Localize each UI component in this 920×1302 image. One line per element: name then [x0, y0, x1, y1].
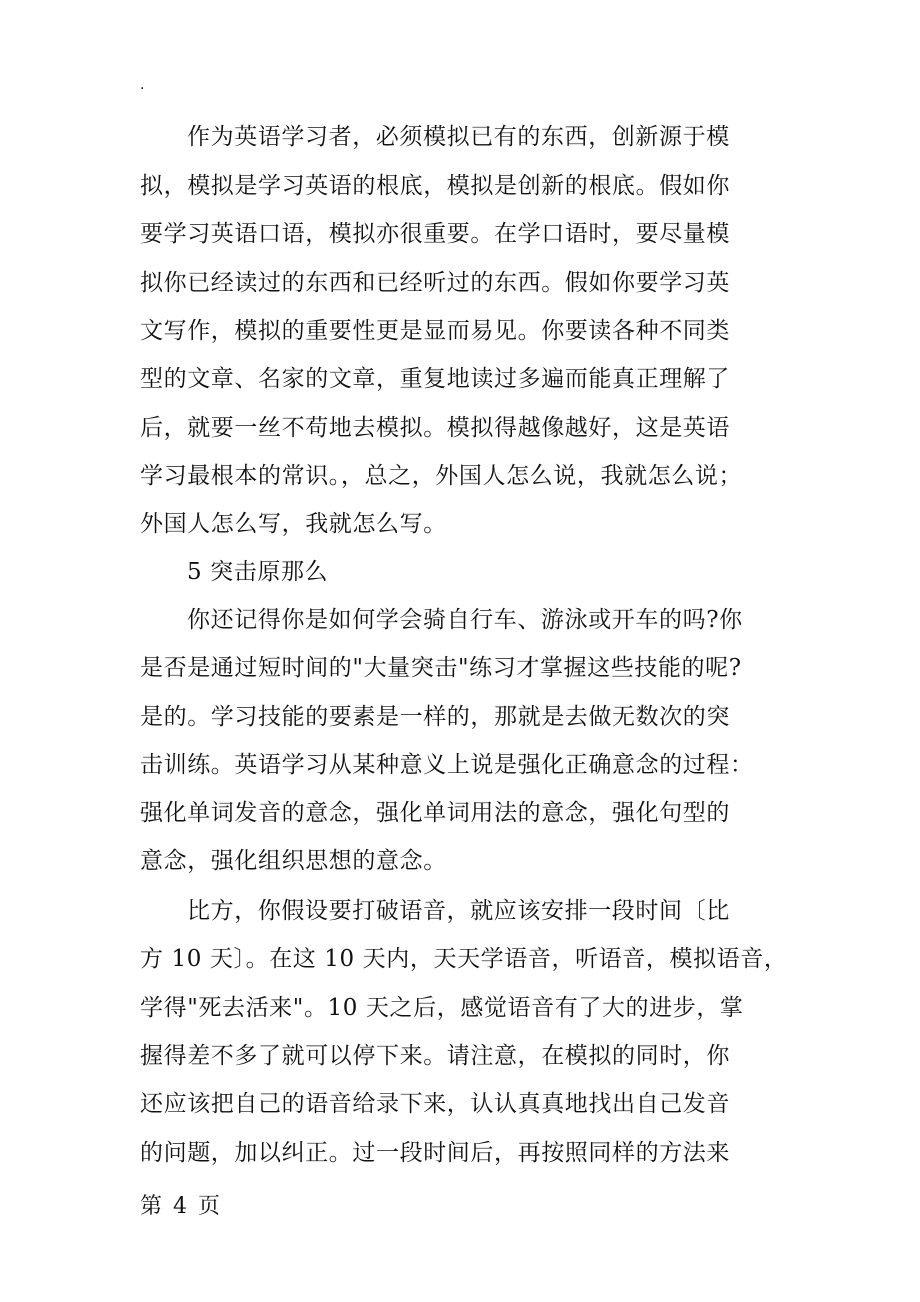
paragraph-line: 外国人怎么写，我就怎么写。 [140, 511, 447, 537]
paragraph-line: 作为英语学习者，必须模拟已有的东西，创新源于模 [187, 124, 730, 150]
paragraph-line: 比方，你假设要打破语音，就应该安排一段时间〔比 [187, 898, 730, 924]
paragraph-line: 方 10 天〕。在这 10 天内，天天学语音，听语音，模拟语音， [140, 946, 788, 972]
paragraph-line: 握得差不多了就可以停下来。请注意，在模拟的同时，你 [140, 1043, 730, 1069]
section-heading: 5 突击原那么 [187, 559, 329, 585]
paragraph-line: 还应该把自己的语音给录下来，认认真真地找出自己发音 [140, 1091, 730, 1117]
paragraph-line: 拟，模拟是学习英语的根底，模拟是创新的根底。假如你 [140, 173, 730, 199]
paragraph-line: 是的。学习技能的要素是一样的，那就是去做无数次的突 [140, 704, 730, 730]
paragraph-line: 击训练。英语学习从某种意义上说是强化正确意念的过程： [140, 752, 754, 778]
paragraph-line: 的问题，加以纠正。过一段时间后，再按照同样的方法来 [140, 1140, 730, 1166]
paragraph-line: 学得"死去活来"。10 天之后，感觉语音有了大的进步，掌 [140, 995, 744, 1021]
paragraph-line: 型的文章、名家的文章，重复地读过多遍而能真正理解了 [140, 366, 730, 392]
paragraph-line: 拟你已经读过的东西和已经听过的东西。假如你要学习英 [140, 270, 730, 296]
page-number: 第 4 页 [140, 1194, 222, 1219]
header-mark: . [140, 77, 145, 93]
paragraph-line: 要学习英语口语，模拟亦很重要。在学口语时，要尽量模 [140, 221, 730, 247]
paragraph-line: 后，就要一丝不苟地去模拟。模拟得越像越好，这是英语 [140, 415, 730, 441]
paragraph-line: 你还记得你是如何学会骑自行车、游泳或开车的吗?你 [187, 607, 743, 633]
paragraph-line: 文写作，模拟的重要性更是显而易见。你要读各种不同类 [140, 318, 730, 344]
paragraph-line: 意念，强化组织思想的意念。 [140, 848, 447, 874]
paragraph-line: 是否是通过短时间的"大量突击"练习才掌握这些技能的呢? [140, 655, 742, 681]
paragraph-line: 学习最根本的常识。，总之，外国人怎么说，我就怎么说； [140, 463, 743, 489]
paragraph-line: 强化单词发音的意念，强化单词用法的意念，强化句型的 [140, 800, 730, 826]
